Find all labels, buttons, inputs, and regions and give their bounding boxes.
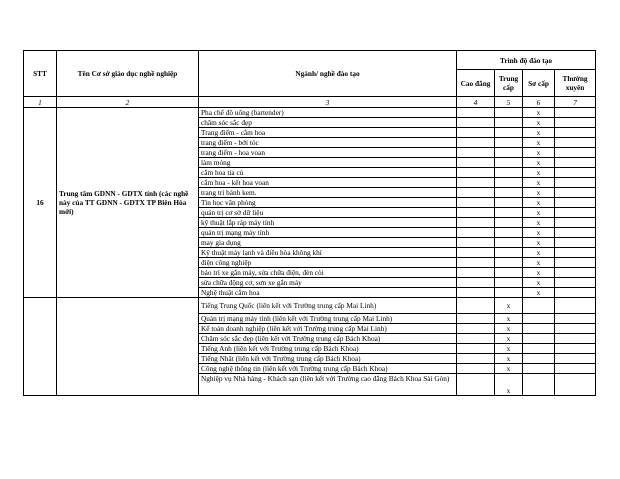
level-so-cap-cell: x [523,248,555,258]
training-programs-table [23,50,596,396]
level-trung-cap-cell [495,258,523,268]
level-trung-cap-cell [495,278,523,288]
level-thuong-xuyen-cell [555,314,596,324]
level-cao-dang-cell [457,168,495,178]
level-thuong-xuyen-cell [555,118,596,128]
level-so-cap-cell [523,354,555,364]
program-name-cell: Pha chế đồ uống (bartender) [199,108,457,118]
level-so-cap-cell: x [523,108,555,118]
level-cao-dang-cell [457,218,495,228]
level-thuong-xuyen-cell [555,288,596,298]
level-so-cap-cell: x [523,228,555,238]
program-name-cell: quản trị mạng máy tính [199,228,457,238]
level-cao-dang-cell [457,258,495,268]
level-cao-dang-cell [457,138,495,148]
level-thuong-xuyen-cell [555,178,596,188]
level-trung-cap-cell [495,268,523,278]
level-so-cap-cell: x [523,288,555,298]
level-cao-dang-cell [457,118,495,128]
school-name-cell [57,298,199,396]
program-name-cell: Quản trị mạng máy tính (liên kết với Trường trung cấp Mai Linh) [199,314,457,324]
level-trung-cap-cell [495,208,523,218]
level-thuong-xuyen-cell [555,208,596,218]
level-trung-cap-cell [495,108,523,118]
level-thuong-xuyen-cell [555,364,596,374]
level-thuong-xuyen-cell [555,374,596,396]
level-trung-cap-cell [495,138,523,148]
program-name-cell: cắm hoa tỉa củ [199,168,457,178]
level-trung-cap-cell [495,198,523,208]
table-row [24,298,596,314]
level-cao-dang-cell [457,198,495,208]
level-trung-cap-cell [495,178,523,188]
level-trung-cap-cell: x [495,324,523,334]
program-name-cell: làm móng [199,158,457,168]
level-trung-cap-cell: x [495,374,523,396]
level-cao-dang-cell [457,374,495,396]
level-cao-dang-cell [457,278,495,288]
level-so-cap-cell [523,374,555,396]
level-trung-cap-cell [495,288,523,298]
program-name-cell: trang trí bánh kem. [199,188,457,198]
level-trung-cap-cell: x [495,298,523,314]
program-name-cell: Công nghệ thông tin (liên kết với Trường trung cấp Bách Khoa) [199,364,457,374]
column-number: 6 [523,97,555,108]
level-trung-cap-cell: x [495,344,523,354]
level-so-cap-cell: x [523,208,555,218]
level-cao-dang-cell [457,324,495,334]
level-thuong-xuyen-cell [555,238,596,248]
level-so-cap-cell: x [523,268,555,278]
level-trung-cap-cell [495,118,523,128]
program-name-cell: quản trị cơ sở dữ liệu [199,208,457,218]
program-name-cell: Tiếng Nhật (liên kết với Trường trung cấp Bách Khoa) [199,354,457,364]
level-cao-dang-cell [457,148,495,158]
school-name-cell: Trung tâm GDNN - GDTX tỉnh (các nghề này của TT GDNN - GDTX TP Biên Hòa mới) [57,108,199,298]
level-thuong-xuyen-cell [555,158,596,168]
level-cao-dang-cell [457,128,495,138]
level-so-cap-cell: x [523,118,555,128]
header-program: Ngành/ nghề đào tạo [199,51,457,97]
level-cao-dang-cell [457,228,495,238]
program-name-cell: Trang điểm - cắm hoa [199,128,457,138]
level-cao-dang-cell [457,238,495,248]
program-name-cell: Tiếng Anh (liên kết với Trường trung cấp Bách Khoa) [199,344,457,354]
level-so-cap-cell: x [523,128,555,138]
level-so-cap-cell [523,364,555,374]
program-name-cell: Kế toán doanh nghiệp (liên kết với Trường trung cấp Mai Linh) [199,324,457,334]
level-cao-dang-cell [457,334,495,344]
program-name-cell: kỹ thuật lắp ráp máy tính [199,218,457,228]
level-trung-cap-cell: x [495,314,523,324]
level-thuong-xuyen-cell [555,278,596,288]
level-so-cap-cell: x [523,258,555,268]
level-trung-cap-cell [495,168,523,178]
level-trung-cap-cell: x [495,364,523,374]
level-thuong-xuyen-cell [555,258,596,268]
level-trung-cap-cell [495,248,523,258]
level-so-cap-cell: x [523,168,555,178]
level-thuong-xuyen-cell [555,228,596,238]
header-stt: STT [24,51,57,97]
level-thuong-xuyen-cell [555,354,596,364]
level-so-cap-cell: x [523,238,555,248]
table-header [24,51,596,97]
level-thuong-xuyen-cell [555,248,596,258]
level-thuong-xuyen-cell [555,268,596,278]
column-number-row [24,97,596,108]
level-so-cap-cell: x [523,148,555,158]
header-so-cap: Sơ cấp [523,70,555,97]
column-number: 3 [199,97,457,108]
program-name-cell: Nghiệp vụ Nhà hàng - Khách sạn (liên kết với Trường cao đẳng Bách Khoa Sài Gòn) [199,374,457,396]
level-thuong-xuyen-cell [555,198,596,208]
stt-cell [24,298,57,396]
table-row [24,108,596,118]
program-name-cell: Nghệ thuật cắm hoa [199,288,457,298]
column-number: 4 [457,97,495,108]
level-cao-dang-cell [457,344,495,354]
level-thuong-xuyen-cell [555,188,596,198]
level-cao-dang-cell [457,158,495,168]
level-thuong-xuyen-cell [555,108,596,118]
header-level-group: Trình độ đào tạo [457,51,596,70]
program-name-cell: Chăm sóc sắc đẹp (liên kết với Trường trung cấp Bách Khoa) [199,334,457,344]
program-name-cell: bảo trì xe gắn máy, sửa chữa điện, đèn còi [199,268,457,278]
header-trung-cap: Trung cấp [495,70,523,97]
level-trung-cap-cell: x [495,354,523,364]
level-so-cap-cell: x [523,178,555,188]
level-thuong-xuyen-cell [555,324,596,334]
level-thuong-xuyen-cell [555,138,596,148]
level-trung-cap-cell [495,228,523,238]
program-name-cell: trang điểm - hoa voan [199,148,457,158]
level-cao-dang-cell [457,364,495,374]
level-so-cap-cell [523,314,555,324]
level-trung-cap-cell: x [495,334,523,344]
level-thuong-xuyen-cell [555,344,596,354]
level-trung-cap-cell [495,238,523,248]
level-cao-dang-cell [457,108,495,118]
level-so-cap-cell [523,334,555,344]
level-cao-dang-cell [457,188,495,198]
level-cao-dang-cell [457,288,495,298]
column-number: 5 [495,97,523,108]
level-cao-dang-cell [457,314,495,324]
column-number: 2 [57,97,199,108]
level-so-cap-cell: x [523,138,555,148]
level-so-cap-cell [523,298,555,314]
program-name-cell: Kỹ thuật máy lạnh và điều hòa không khí [199,248,457,258]
table-body [24,97,596,396]
level-trung-cap-cell [495,218,523,228]
level-so-cap-cell [523,344,555,354]
program-name-cell: chăm sóc sắc đẹp [199,118,457,128]
program-name-cell: Tiếng Trung Quốc (liên kết với Trường trung cấp Mai Linh) [199,298,457,314]
level-so-cap-cell: x [523,198,555,208]
level-trung-cap-cell [495,188,523,198]
level-thuong-xuyen-cell [555,148,596,158]
header-cao-dang: Cao đẳng [457,70,495,97]
program-name-cell: may gia dụng [199,238,457,248]
level-cao-dang-cell [457,208,495,218]
level-so-cap-cell: x [523,218,555,228]
program-name-cell: cắm hoa - kết hoa voan [199,178,457,188]
level-trung-cap-cell [495,158,523,168]
header-school: Tên Cơ sở giáo dục nghề nghiệp [57,51,199,97]
column-number: 1 [24,97,57,108]
column-number: 7 [555,97,596,108]
level-cao-dang-cell [457,354,495,364]
program-name-cell: điện công nghiệp [199,258,457,268]
program-name-cell: sửa chữa động cơ, sơn xe gắn máy [199,278,457,288]
program-name-cell: Tin học văn phòng [199,198,457,208]
level-cao-dang-cell [457,268,495,278]
level-trung-cap-cell [495,148,523,158]
level-so-cap-cell: x [523,278,555,288]
level-so-cap-cell [523,324,555,334]
level-thuong-xuyen-cell [555,128,596,138]
level-cao-dang-cell [457,178,495,188]
level-so-cap-cell: x [523,158,555,168]
level-trung-cap-cell [495,128,523,138]
level-so-cap-cell: x [523,188,555,198]
level-thuong-xuyen-cell [555,218,596,228]
level-thuong-xuyen-cell [555,334,596,344]
level-cao-dang-cell [457,248,495,258]
level-cao-dang-cell [457,298,495,314]
level-thuong-xuyen-cell [555,298,596,314]
header-thuong-xuyen: Thường xuyên [555,70,596,97]
program-name-cell: trang điểm - bới tóc [199,138,457,148]
stt-cell: 16 [24,108,57,298]
level-thuong-xuyen-cell [555,168,596,178]
